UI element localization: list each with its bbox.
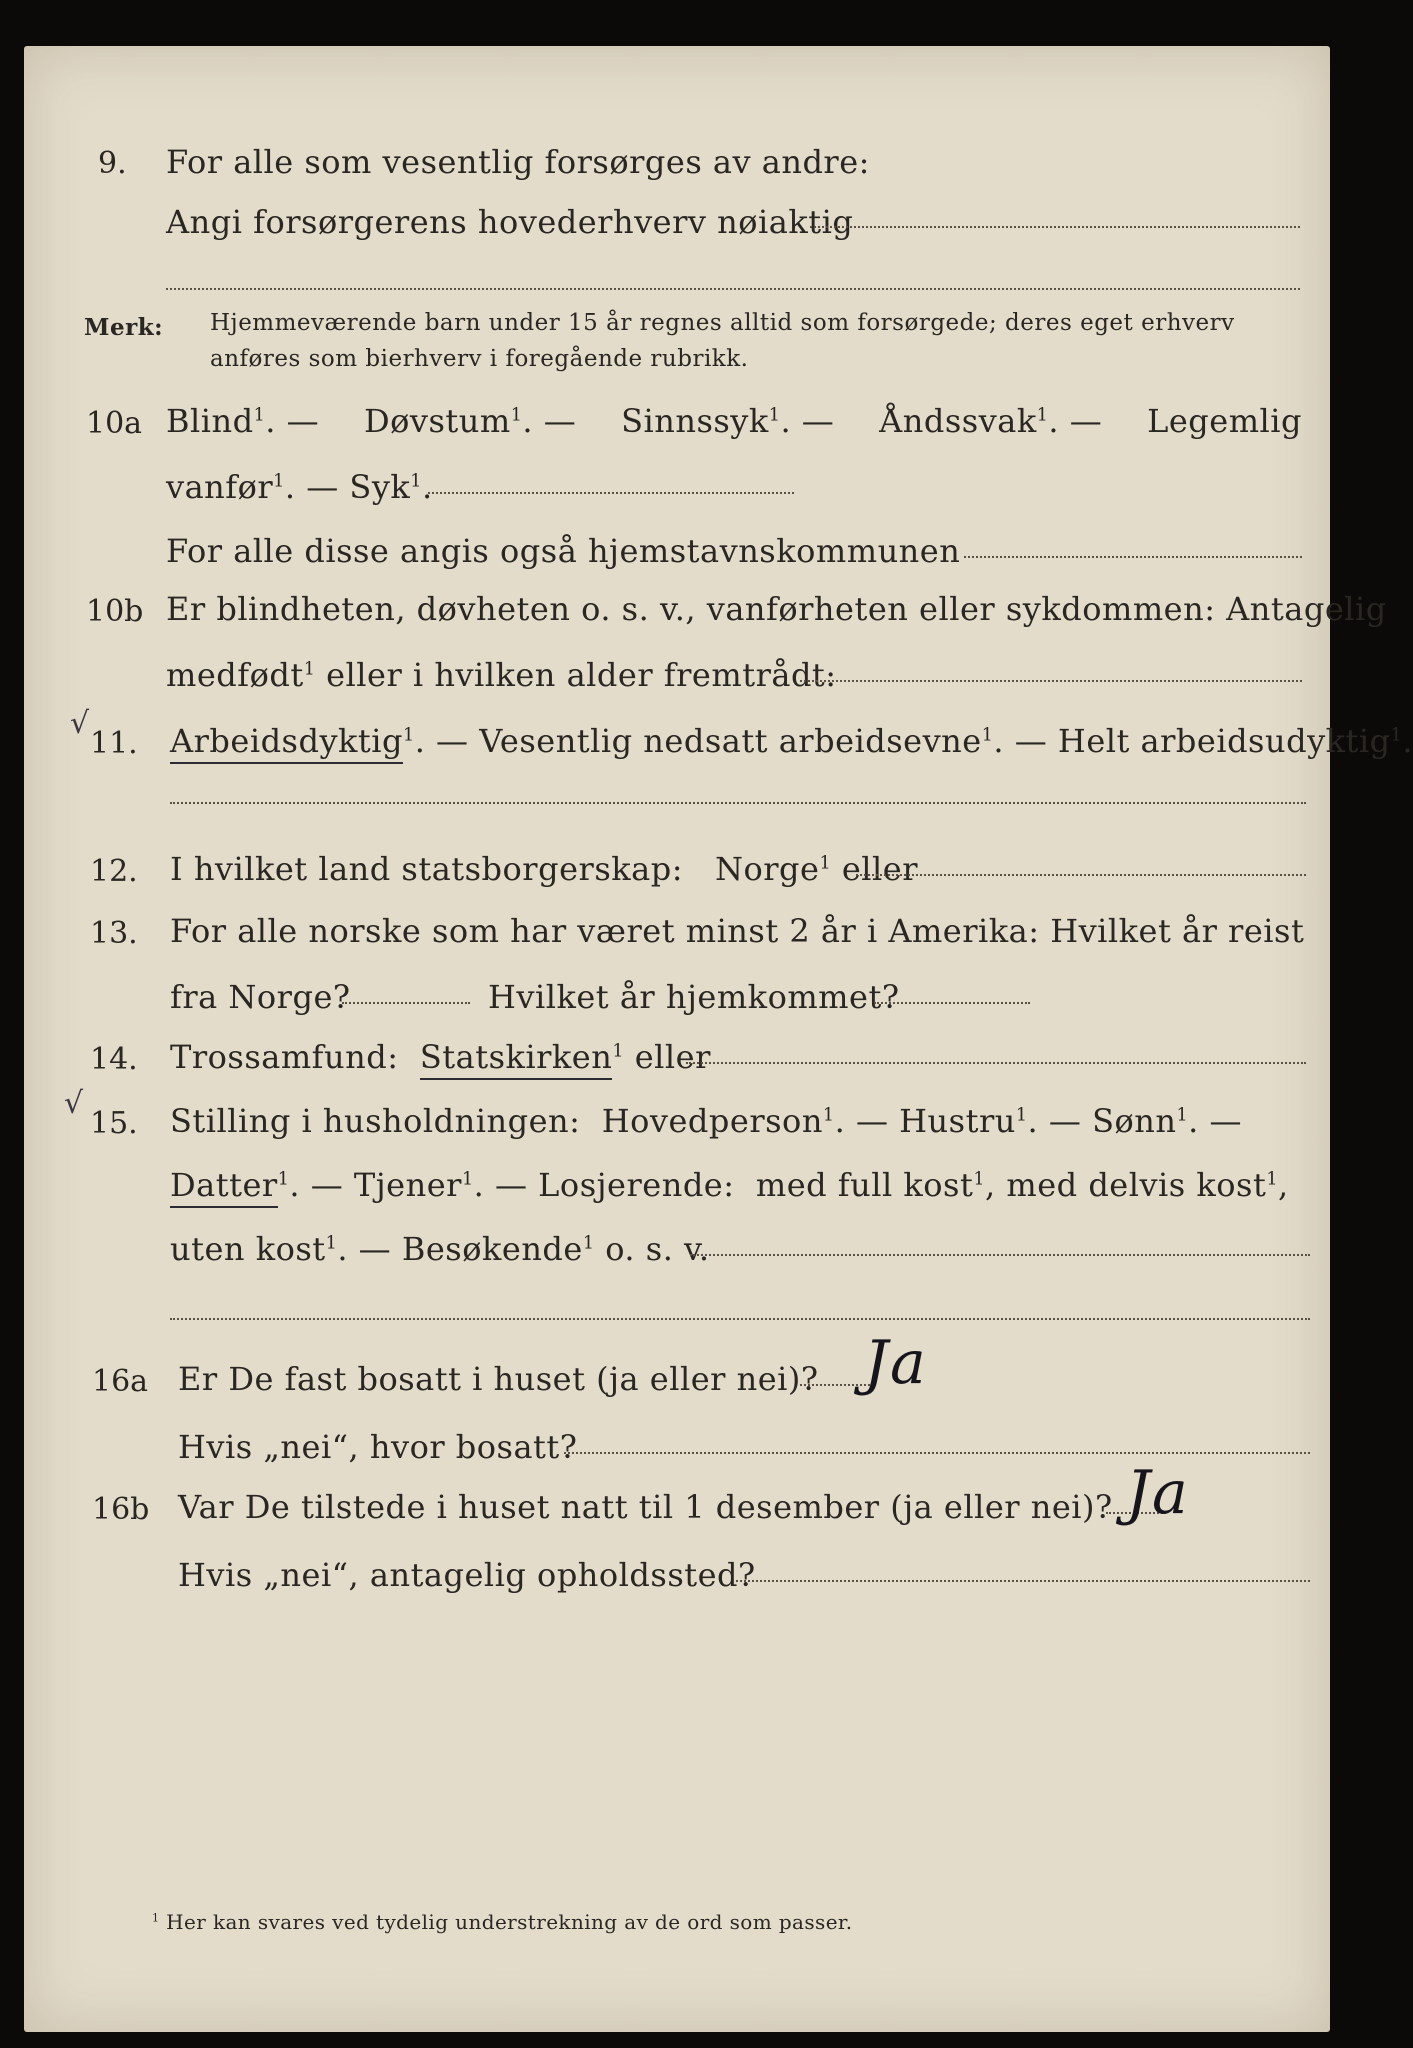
q12-answer-line[interactable]: [856, 874, 1306, 876]
q13-line1: For alle norske som har været minst 2 år i Amerika: Hvilket år reist: [170, 912, 1305, 950]
q10a-hjemstavn: For alle disse angis også hjemstavnskommunen: [166, 532, 961, 570]
q11-number: 11.: [90, 726, 138, 761]
merk-line1: Hjemmeværende barn under 15 år regnes alltid som forsørgede; deres eget erhverv: [210, 310, 1235, 336]
q10a-line2: vanfør$^1$. — Syk$^1$.: [166, 468, 433, 506]
q15-line3: uten kost$^1$. — Besøkende$^1$ o. s. v.: [170, 1230, 710, 1268]
q10b-line2: medfødt$^1$ eller i hvilken alder fremtrådt:: [166, 656, 837, 694]
q16a-line2: Hvis „nei“, hvor bosatt?: [178, 1428, 578, 1466]
merk-label: Merk:: [84, 314, 164, 341]
q14-statskirken-underlined[interactable]: Statskirken: [420, 1038, 613, 1080]
q13-line2b: Hvilket år hjemkommet?: [488, 978, 900, 1016]
merk-line2: anføres som bierhverv i foregående rubrikk.: [210, 346, 749, 372]
q14-number: 14.: [90, 1042, 138, 1077]
q16a-where-line[interactable]: [564, 1452, 1310, 1454]
q10a-answer-line[interactable]: [428, 492, 794, 494]
q9-line1: For alle som vesentlig forsørges av andre:: [166, 143, 870, 181]
q11-answer-line[interactable]: [170, 802, 1306, 804]
q15-answer-line[interactable]: [690, 1254, 1310, 1256]
q10a-option: Legemlig: [1147, 402, 1302, 440]
q10b-line1: Er blindheten, døvheten o. s. v., vanførheten eller sykdommen: Antagelig: [166, 590, 1387, 628]
q11-arbeidsdyktig-underlined[interactable]: Arbeidsdyktig: [170, 722, 403, 764]
q9-number: 9.: [98, 146, 127, 181]
q11-line1: Arbeidsdyktig$^1$. — Vesentlig nedsatt arbeidsevne$^1$. — Helt arbeidsudyktig$^1$.: [170, 722, 1413, 760]
q9-line2: Angi forsørgerens hovederhverv nøiaktig: [166, 203, 854, 241]
q16b-where-line[interactable]: [736, 1580, 1310, 1582]
q16b-line2: Hvis „nei“, antagelig opholdssted?: [178, 1556, 756, 1594]
footnote: $^1$ Her kan svares ved tydelig understrekning av de ord som passer.: [152, 1910, 853, 1934]
q13-year-left-line[interactable]: [342, 1002, 470, 1004]
q10a-option: Døvstum$^1$. —: [363, 402, 577, 440]
q12-line: I hvilket land statsborgerskap: Norge$^1$ eller: [170, 850, 918, 888]
q9-answer-line[interactable]: [810, 226, 1300, 228]
q10a-line1: [166, 402, 1302, 440]
q14-line: Trossamfund: Statskirken$^1$ eller: [170, 1038, 711, 1076]
q16a-line1: Er De fast bosatt i huset (ja eller nei)?: [178, 1360, 819, 1398]
q15-answer-line-2[interactable]: [170, 1318, 1310, 1320]
q13-number: 13.: [90, 916, 138, 951]
q10a-hjemstavn-line[interactable]: [964, 556, 1302, 558]
q15-datter-underlined[interactable]: Datter: [170, 1166, 278, 1208]
q16a-answer-line[interactable]: [800, 1384, 870, 1386]
q13-year-returned-line[interactable]: [874, 1002, 1030, 1004]
q16b-line1: Var De tilstede i huset natt til 1 desember (ja eller nei)?: [178, 1488, 1113, 1526]
q9-answer-line-2[interactable]: [166, 288, 1300, 290]
q10b-number: 10b: [86, 594, 144, 629]
q16b-handwritten-answer: Ja: [1126, 1458, 1190, 1528]
q15-line1: Stilling i husholdningen: Hovedperson$^1$. — Hustru$^1$. — Sønn$^1$. —: [170, 1102, 1243, 1140]
q13-line2a: fra Norge?: [170, 978, 351, 1016]
q16b-number: 16b: [92, 1492, 150, 1527]
q15-line2: Datter$^1$. — Tjener$^1$. — Losjerende: med full kost$^1$, med delvis kost$^1$,: [170, 1166, 1289, 1204]
q10b-answer-line[interactable]: [800, 680, 1302, 682]
q10a-number: 10a: [86, 406, 143, 441]
q15-checkmark: √: [64, 1086, 84, 1121]
q12-number: 12.: [90, 854, 138, 889]
q16a-handwritten-answer: Ja: [864, 1328, 928, 1398]
q11-checkmark: √: [70, 706, 90, 741]
q10a-option: Sinnssyk$^1$. —: [621, 402, 835, 440]
census-form-page: [24, 46, 1413, 2032]
q10a-option: Åndssvak$^1$. —: [879, 402, 1103, 440]
q15-number: 15.: [90, 1106, 138, 1141]
q14-answer-line[interactable]: [686, 1062, 1306, 1064]
q10a-option: Blind$^1$. —: [166, 402, 320, 440]
q16a-number: 16a: [92, 1364, 149, 1399]
